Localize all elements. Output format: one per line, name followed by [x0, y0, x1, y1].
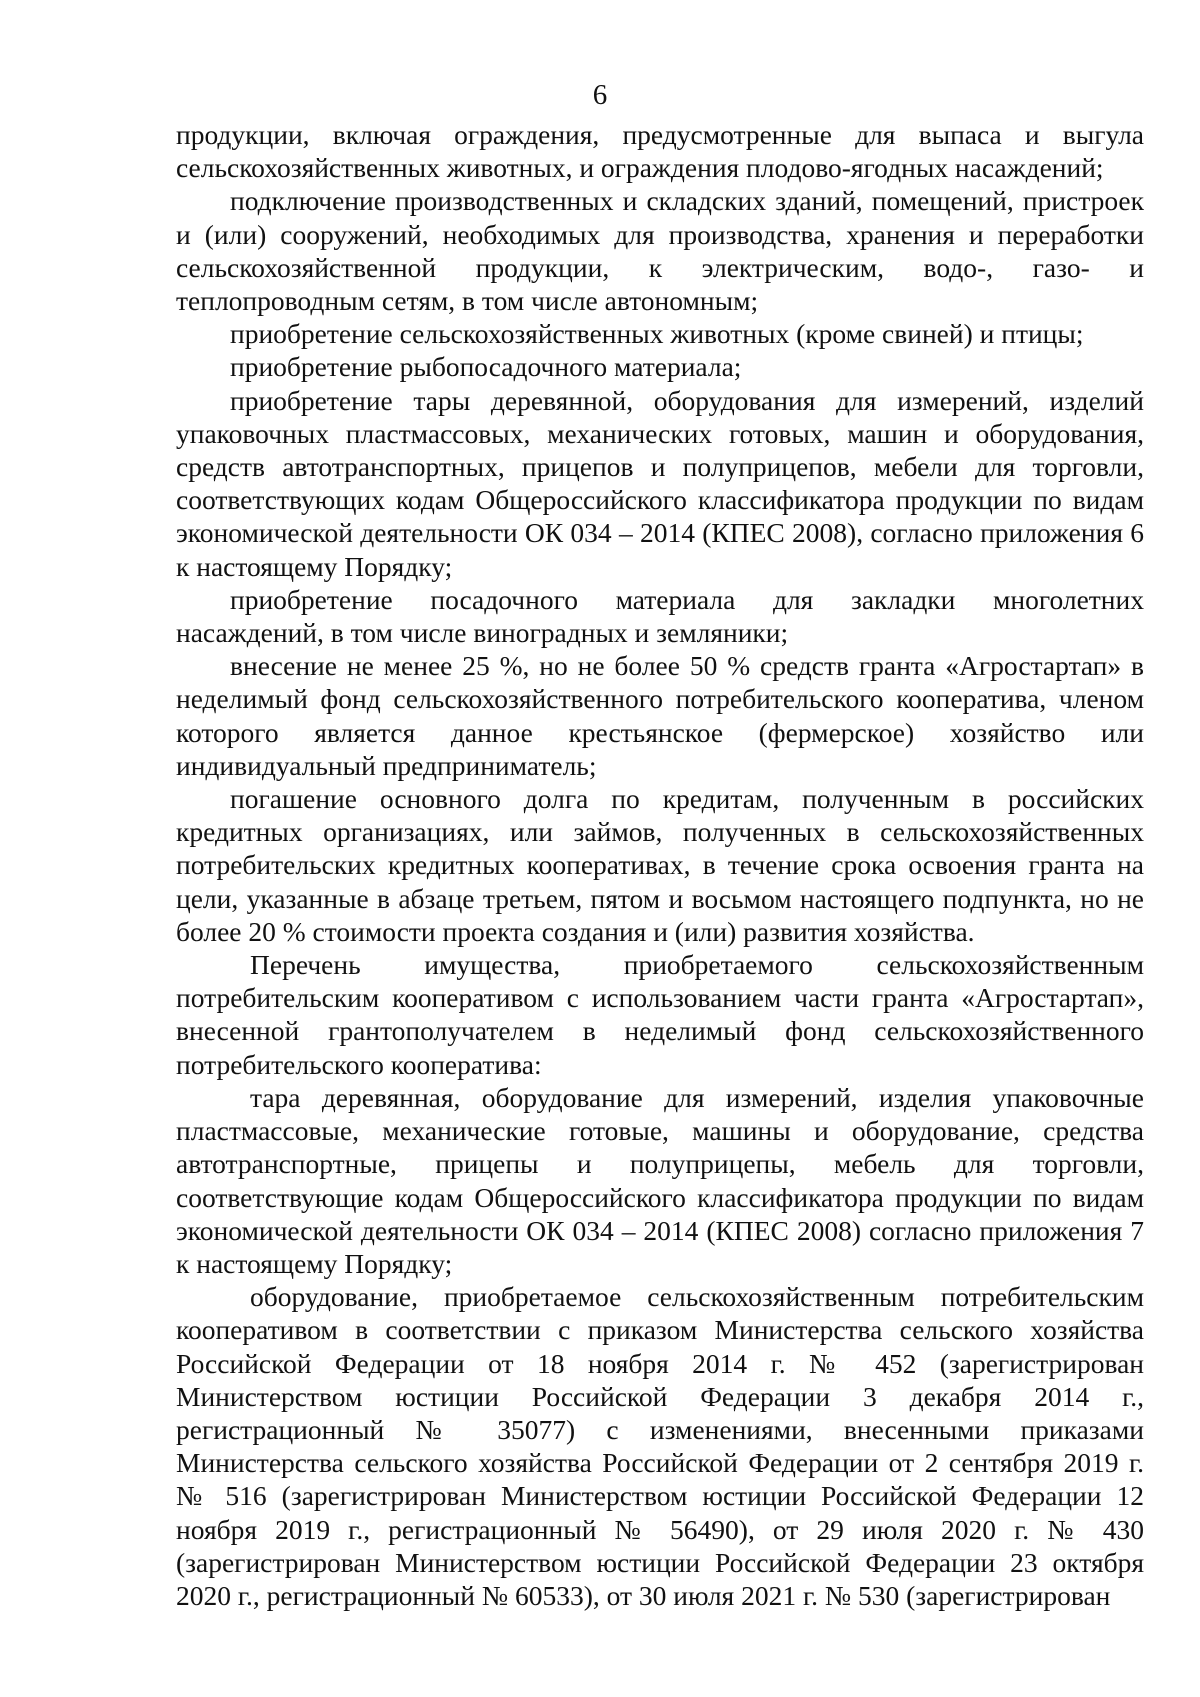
paragraph-fencing-continuation: продукции, включая ограждения, предусмотренные для выпаса и выгула сельскохозяйственных животных, и ограждения плодово-ягодных насаждений; — [176, 119, 1144, 184]
document-body — [176, 118, 1144, 1612]
paragraph-cooperative-contribution: внесение не менее 25 %, но не более 50 % средств гранта «Агростартап» в неделимый фонд сельскохозяйственного потребительского кооператива, членом которого является данное крестьянское (фермерское) хозяйство или индивидуальный предприниматель; — [176, 650, 1144, 781]
paragraph-planting-material: приобретение посадочного материала для закладки многолетних насаждений, в том числе виноградных и земляники; — [176, 583, 1144, 649]
paragraph-utility-connection: подключение производственных и складских зданий, помещений, пристроек и (или) сооружений, необходимых для производства, хранения и переработки сельскохозяйственной продукции, к электрическим, водо-, газо- и теплопроводным сетям, в том числе автономным; — [176, 185, 1144, 317]
paragraph-property-list-intro: Перечень имущества, приобретаемого сельскохозяйственным потребительским кооперативом с использованием части гранта «Агростартап», внесенной грантополучателем в неделимый фонд сельскохозяйственного потребительского кооператива: — [176, 949, 1144, 1080]
paragraph-cooperative-equipment: тара деревянная, оборудование для измерений, изделия упаковочные пластмассовые, механические готовые, машины и оборудование, средства автотранспортные, прицепы и полуприцепы, мебель для торговли, соответствующие кодам Общероссийского классификатора продукции по видам экономической деятельности ОК 034 – 2014 (КПЕС 2008) согласно приложения 7 к настоящему Порядку; — [176, 1081, 1144, 1279]
paragraph-livestock-purchase: приобретение сельскохозяйственных животных (кроме свиней) и птицы; — [230, 318, 1084, 350]
paragraph-fish-stock-purchase: приобретение рыбопосадочного материала; — [230, 351, 742, 383]
paragraph-equipment-purchase: приобретение тары деревянной, оборудования для измерений, изделий упаковочных пластмассовых, механических готовых, машин и оборудования, средств автотранспортных, прицепов и полуприцепов, мебели для торговли, соответствующих кодам Общероссийского классификатора продукции по видам экономической деятельности ОК 034 – 2014 (КПЕС 2008), согласно приложения 6 к настоящему Порядку; — [176, 384, 1144, 582]
paragraph-ministry-order: оборудование, приобретаемое сельскохозяйственным потребительским кооперативом в соответствии с приказом Министерства сельского хозяйства Российской Федерации от 18 ноября 2014 г. № 452 (зарегистрирован Министерством юстиции Российской Федерации 3 декабря 2014 г., регистрационный № 35077) с изменениями, внесенными приказами Министерства сельского хозяйства Российской Федерации от 2 сентября 2019 г. № 516 (зарегистрирован Министерством юстиции Российской Федерации 12 ноября 2019 г., регистрационный № 56490), от 29 июля 2020 г. № 430 (зарегистрирован Министерством юстиции Российской Федерации 23 октября 2020 г., регистрационный № 60533), от 30 июля 2021 г. № 530 (зарегистрирован — [176, 1281, 1144, 1611]
paragraph-loan-repayment: погашение основного долга по кредитам, полученным в российских кредитных организациях, или займов, полученных в сельскохозяйственных потребительских кредитных кооперативах, в течение срока освоения гранта на цели, указанные в абзаце третьем, пятом и восьмом настоящего подпункта, но не более 20 % стоимости проекта создания и (или) развития хозяйства. — [176, 783, 1144, 947]
page-number: 6 — [592, 79, 608, 111]
